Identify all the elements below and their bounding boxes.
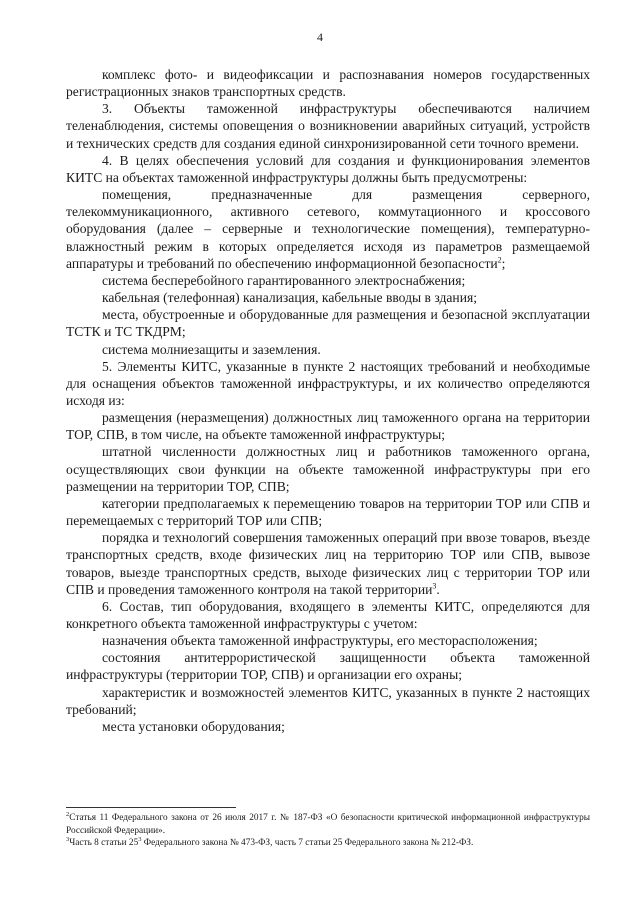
paragraph: помещения, предназначенные для размещения серверного, телекоммуникационного, активного сетевого, коммутационного и кроссового оборудования (далее – серверные и технологические помещения), температурно-влажностный режим в которых определяется исходя из параметров размещаемой аппаратуры и требований по обеспечению информационной безопасности$^2$; bbox=[66, 187, 590, 271]
footnote-ref: 3 bbox=[432, 581, 437, 591]
footnote-ref: 2 bbox=[497, 255, 502, 265]
footnote: $^2$Статья 11 Федерального закона от 26 июля 2017 г. № 187-ФЗ «О безопасности критической информационной инфраструктуры Российской Федерации». bbox=[66, 810, 590, 836]
paragraph: места установки оборудования; bbox=[102, 718, 285, 734]
paragraph: категории предполагаемых к перемещению товаров на территории ТОР или СПВ и перемещаемых с территорий ТОР или СПВ; bbox=[66, 495, 590, 529]
paragraph: размещения (неразмещения) должностных лиц таможенного органа на территории ТОР, СПВ, в том числе, на объекте таможенной инфраструктуры; bbox=[66, 410, 590, 443]
paragraph: 5. Элементы КИТС, указанные в пункте 2 настоящих требований и необходимые для оснащения объектов таможенной инфраструктуры, и их количество определяются исходя из: bbox=[66, 358, 590, 408]
footnote-divider bbox=[66, 807, 236, 808]
paragraph: кабельная (телефонная) канализация, кабельные вводы в здания; bbox=[102, 290, 478, 306]
paragraph: назначения объекта таможенной инфраструктуры, его месторасположения; bbox=[102, 633, 538, 649]
paragraph: 4. В целях обеспечения условий для создания и функционирования элементов КИТС на объектах таможенной инфраструктуры должны быть предусмотрены: bbox=[66, 152, 590, 185]
paragraph: порядка и технологий совершения таможенных операций при ввозе товаров, въезде транспортных средств, входе физических лиц на территорию ТОР или СПВ, вывозе товаров, выезде транспортных средств, выходе физических лиц с территории ТОР или СПВ и проведения таможенного контроля на такой территории$^3$. bbox=[66, 530, 590, 597]
paragraph: система бесперебойного гарантированного электроснабжения; bbox=[102, 272, 466, 288]
paragraph: 3. Объекты таможенной инфраструктуры обеспечиваются наличием теленаблюдения, системы оповещения о возникновении аварийных ситуаций, устройств и технических средств для создания единой синхронизированной сети точного времени. bbox=[66, 101, 590, 151]
footnote-mark: 2 bbox=[66, 810, 70, 818]
body-text bbox=[66, 66, 590, 735]
paragraph: комплекс фото- и видеофиксации и распознавания номеров государственных регистрационных знаков транспортных средств. bbox=[66, 67, 590, 100]
paragraph: характеристик и возможностей элементов КИТС, указанных в пункте 2 настоящих требований; bbox=[66, 684, 590, 717]
footnote-mark: 3 bbox=[66, 835, 70, 843]
page-number: 4 bbox=[317, 30, 323, 44]
paragraph: места, обустроенные и оборудованные для размещения и безопасной эксплуатации ТСТК и ТС ТКДРМ; bbox=[66, 307, 590, 340]
paragraph: штатной численности должностных лиц и работников таможенного органа, осуществляющих свои функции на объекте таможенной инфраструктуры при его размещении на территории ТОР, СПВ; bbox=[66, 444, 590, 494]
paragraph: система молниезащиты и заземления. bbox=[102, 341, 321, 357]
footnote: $^3$Часть 8 статьи $25^3$ Федерального закона № 473-ФЗ, часть 7 статьи 25 Федерального закона № 212-ФЗ. bbox=[66, 835, 474, 848]
paragraph: 6. Состав, тип оборудования, входящего в элементы КИТС, определяются для конкретного объекта таможенной инфраструктуры с учетом: bbox=[66, 598, 590, 631]
footnotes bbox=[66, 807, 590, 850]
paragraph: состояния антитеррористической защищенности объекта таможенной инфраструктуры (территории ТОР, СПВ) и организации его охраны; bbox=[66, 650, 590, 683]
